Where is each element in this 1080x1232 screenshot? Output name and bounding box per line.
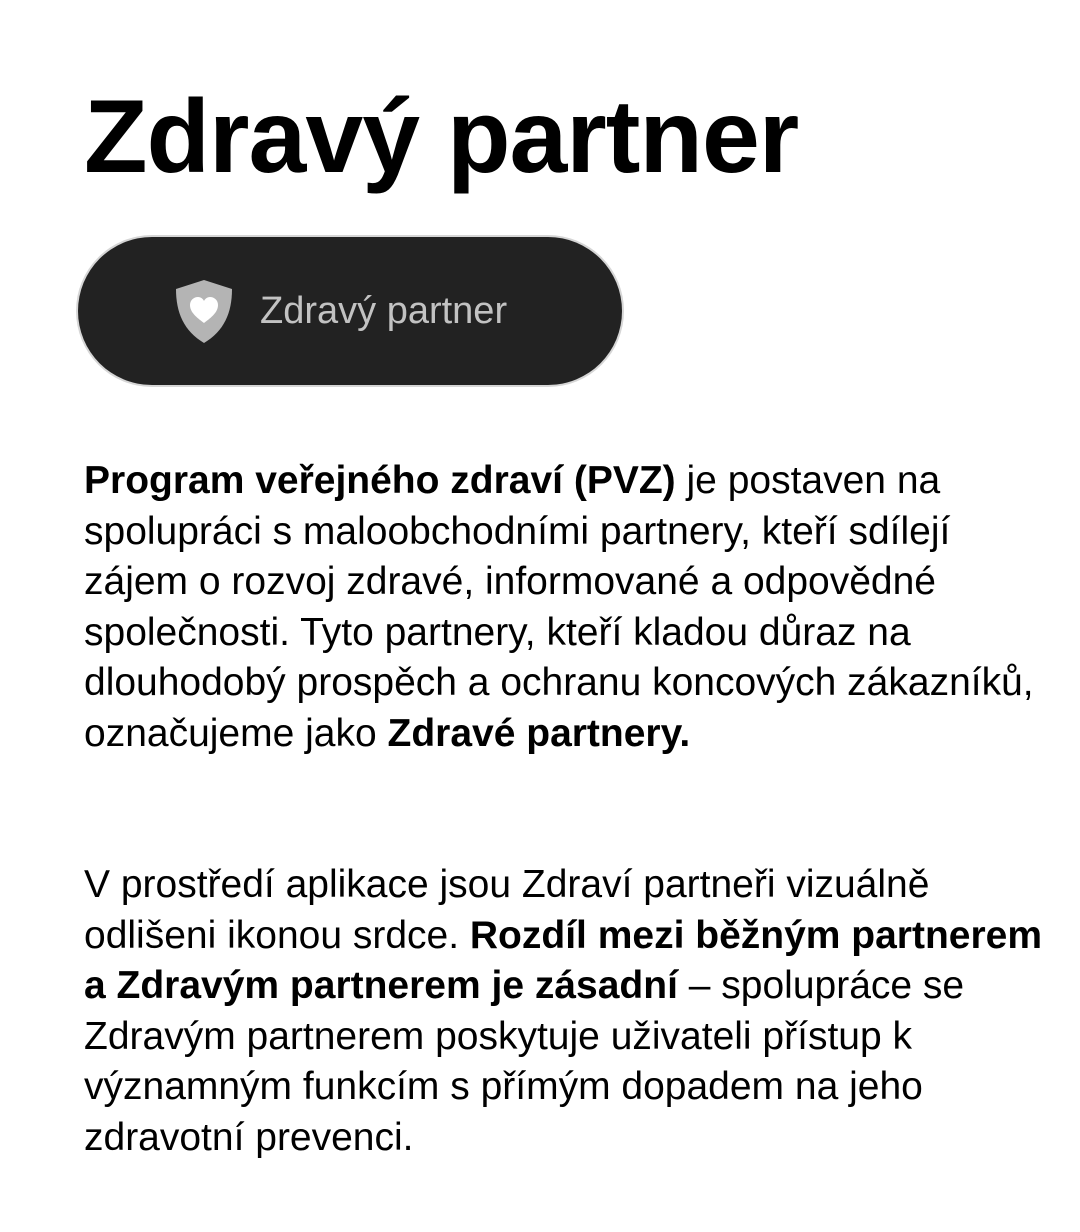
shield-heart-icon — [172, 277, 236, 345]
healthy-partners-term: Zdravé partnery. — [387, 711, 691, 755]
intro-text: je postaven na spolupráci s maloobchodními partnery, kteří sdílejí zájem o rozvoj zdravé, informované a odpovědné společnosti. Tyto partnery, kteří kladou důraz na dlouhodobý prospěch a ochranu koncových zákazníků, označujeme jako — [84, 459, 1034, 755]
difference-emphasis: Rozdíl mezi běžným partnerem a Zdravým partnerem je zásadní — [84, 913, 1043, 1007]
program-name: Program veřejného zdraví (PVZ) — [84, 459, 676, 502]
intro-paragraph — [84, 456, 1044, 759]
difference-text-start: V prostředí aplikace jsou Zdraví partneři vizuálně odlišeni ikonou srdce. — [84, 863, 930, 957]
difference-paragraph — [84, 860, 1044, 1163]
badge-label: Zdravý partner — [260, 289, 508, 332]
difference-text-end: – spolupráce se Zdravým partnerem poskytuje uživateli přístup k významným funkcím s přímým dopadem na jeho zdravotní prevenci. — [84, 964, 965, 1159]
healthy-partner-badge — [78, 237, 622, 385]
page-title: Zdravý partner — [84, 79, 799, 195]
